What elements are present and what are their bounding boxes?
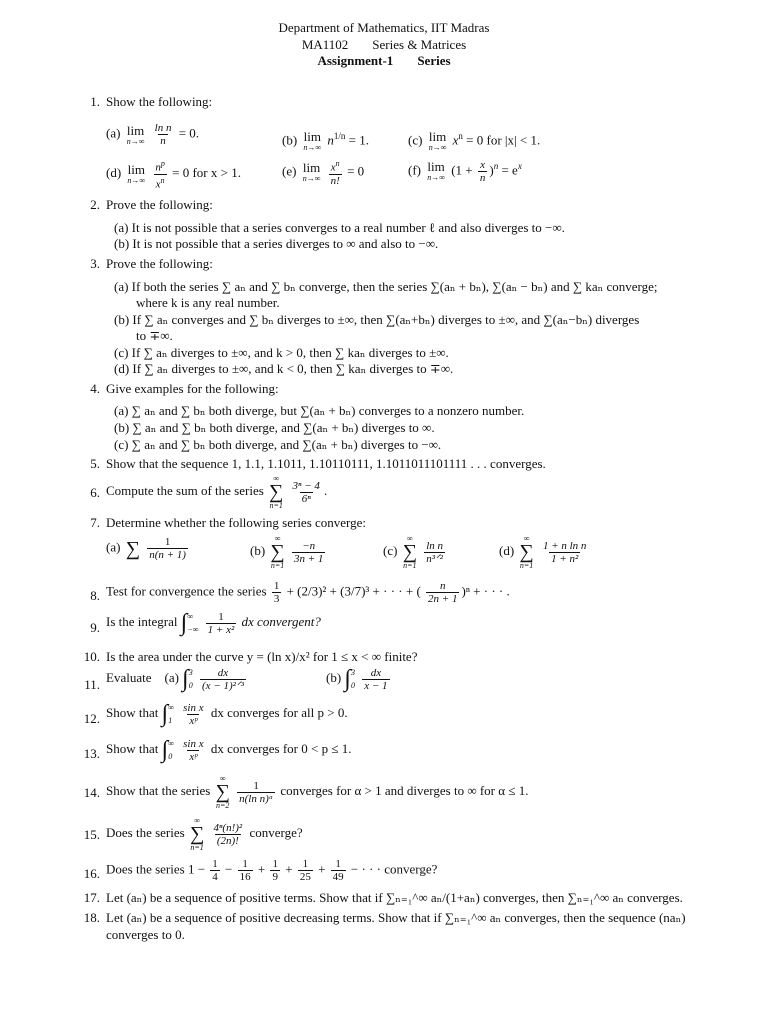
q15-number: 15. — [83, 827, 100, 842]
q7-part-a — [106, 536, 190, 561]
q1-f-frac — [478, 159, 488, 184]
sum-upper: ∞ — [274, 534, 281, 543]
q7-c-den: n³ᐟ² — [426, 552, 443, 565]
q1-d-lim — [127, 163, 145, 185]
sum-lower: n=1 — [270, 561, 285, 570]
q1-e-den: n! — [330, 174, 340, 187]
frac-den: 16 — [239, 871, 251, 883]
q1-part-b — [282, 128, 369, 152]
q13-den: xᵖ — [189, 750, 198, 763]
q1-e-num: x — [330, 161, 336, 174]
course-code: MA1102 — [301, 37, 349, 52]
q11-text: Evaluate — [106, 669, 152, 685]
q7-c-frac — [424, 540, 445, 565]
q6-line — [106, 474, 327, 510]
q1-a-label: (a) — [106, 125, 121, 141]
q9-text: Is the integral — [106, 613, 178, 629]
lim-sub: n→∞ — [427, 173, 445, 183]
q18-text: Let (aₙ) be a sequence of positive decreasing terms. Show that if ∑ₙ₌₁^∞ aₙ converges, then the sequence (naₙ) — [106, 910, 686, 925]
frac-den: 49 — [332, 871, 344, 883]
q1-number: 1. — [90, 94, 100, 109]
q5-number: 5. — [90, 456, 100, 471]
sigma-icon: ∑ — [189, 823, 205, 845]
q1-c-sup: n — [458, 131, 463, 141]
q1-a-den: n — [160, 135, 166, 147]
q3-part-d: (d) If ∑ aₙ diverges to ±∞, and k < 0, then ∑ kaₙ diverges to ∓∞. — [114, 361, 454, 376]
q8-middle-terms: + (2/3)² + (3/7)³ + · · · + ( — [286, 583, 421, 599]
assignment-topic: Series — [417, 53, 451, 68]
q8-line — [106, 580, 510, 605]
sum-upper: ∞ — [523, 534, 530, 543]
q3-part-c: (c) If ∑ aₙ diverges to ±∞, and k > 0, then ∑ kaₙ diverges to ±∞. — [114, 345, 449, 360]
q16-text: Does the series 1 − — [106, 861, 206, 877]
q13-text: Show that — [106, 740, 159, 756]
lower-limit: 1 — [168, 716, 173, 725]
sum-lower: n=2 — [216, 801, 230, 810]
q7-b-frac — [292, 540, 325, 565]
q3-text: Prove the following: — [106, 256, 213, 271]
q11-b-den: x − 1 — [364, 679, 388, 692]
q16-frac-3 — [270, 858, 280, 883]
frac-num: 1 — [212, 858, 218, 870]
q12-number: 12. — [83, 711, 100, 726]
lim-word: lim — [302, 160, 321, 176]
lim-sub: n→∞ — [126, 136, 145, 146]
q7-b-den: 3n + 1 — [293, 552, 324, 565]
upper-limit: ∞ — [168, 739, 174, 748]
q1-part-a — [106, 122, 199, 147]
q7-d-label: (d) — [499, 542, 515, 558]
q9-line — [106, 610, 321, 636]
q1-b-label: (b) — [282, 132, 298, 148]
sum-upper: ∞ — [219, 774, 226, 783]
q1-f-label: (f) — [408, 162, 421, 178]
q7-d-sum — [519, 534, 533, 570]
q13-line — [106, 737, 351, 763]
q9-tail: dx convergent? — [241, 613, 321, 629]
q1-f-lim — [427, 160, 445, 182]
q7-a-label: (a) — [106, 539, 121, 555]
q8-text: Test for convergence the series — [106, 583, 267, 599]
sum-lower: n=1 — [519, 561, 534, 570]
upper-limit: ∞ — [168, 703, 174, 712]
lim-word: lim — [428, 129, 447, 145]
q14-line — [106, 774, 528, 810]
q7-c-num: ln n — [426, 539, 444, 552]
frac-num: 1 — [302, 858, 309, 870]
q1-part-e — [282, 158, 364, 187]
q12-frac — [181, 702, 205, 727]
q1-e-rhs: = 0 — [347, 163, 365, 179]
q1-d-den-sup: n — [160, 175, 165, 185]
lim-word: lim — [126, 122, 145, 138]
q1-c-label: (c) — [408, 132, 423, 148]
sum-upper: ∞ — [273, 474, 280, 483]
q1-b-lim — [303, 130, 321, 152]
q1-part-f — [408, 158, 522, 184]
frac-num: 1 — [272, 858, 278, 870]
q11-b-num: dx — [370, 666, 382, 679]
lim-word: lim — [127, 162, 145, 178]
q1-a-rhs: = 0. — [178, 125, 200, 141]
q3-number: 3. — [90, 256, 100, 271]
q1-d-den: x — [155, 178, 161, 191]
integral-icon: ∫ — [344, 666, 351, 692]
q1-f-num: x — [480, 158, 486, 171]
q11-a-num: dx — [217, 666, 229, 679]
q16-frac-1 — [210, 858, 220, 883]
q1-f-sup: n — [493, 161, 499, 171]
q14-den: n(ln n)ᵅ — [239, 792, 274, 805]
course-title: Series & Matrices — [372, 37, 467, 52]
q13-tail: dx converges for 0 < p ≤ 1. — [210, 740, 352, 756]
q1-a-lim — [127, 124, 145, 146]
lower-limit: 0 — [188, 681, 193, 690]
q15-line — [106, 816, 303, 852]
q7-d-den: 1 + n² — [551, 552, 579, 565]
q18-number: 18. — [83, 910, 100, 925]
q16-number: 16. — [83, 866, 100, 881]
integral-icon: ∫ — [161, 701, 169, 727]
q7-part-b — [250, 534, 327, 570]
q1-f-open: (1 + — [451, 162, 473, 178]
q1-e-label: (e) — [282, 163, 297, 179]
q5-text: Show that the sequence 1, 1.1, 1.1011, 1.10110111, 1.1011011101111 . . . converges. — [106, 456, 546, 471]
q3-part-b-line2: to ∓∞. — [136, 328, 173, 343]
department-title: Department of Mathematics, IIT Madras — [278, 20, 490, 35]
q9-den: 1 + x² — [207, 623, 235, 636]
q12-den: xᵖ — [189, 714, 198, 727]
q1-part-c — [408, 128, 540, 152]
q12-num: sin x — [183, 701, 204, 714]
sigma-icon: ∑ — [269, 481, 284, 503]
lim-word: lim — [427, 159, 445, 175]
sum-lower: n=1 — [403, 561, 417, 570]
q10-text: Is the area under the curve y = (ln x)/x² for 1 ≤ x < ∞ finite? — [106, 649, 418, 664]
q7-a-frac — [147, 536, 188, 561]
q6-den: 6ⁿ — [301, 492, 311, 505]
lim-sub: n→∞ — [302, 174, 321, 184]
q10-number: 10. — [83, 649, 100, 664]
q4-part-a: (a) ∑ aₙ and ∑ bₙ both diverge, but ∑(aₙ + bₙ) converges to a nonzero number. — [114, 403, 525, 418]
q1-a-num: ln n — [154, 122, 172, 134]
q14-frac — [237, 780, 275, 805]
frac-den: 25 — [299, 871, 311, 883]
q2-part-a: (a) It is not possible that a series converges to a real number ℓ and also diverges to −∞. — [114, 220, 565, 235]
q6-sum — [269, 474, 283, 510]
q1-d-label: (d) — [106, 165, 122, 181]
sum-lower: n=1 — [269, 501, 283, 510]
q6-end: . — [323, 482, 328, 498]
frac-den: 4 — [212, 871, 218, 883]
q2-part-b: (b) It is not possible that a series diverges to ∞ and also to −∞. — [114, 236, 439, 251]
q8-tail: )ⁿ + · · · . — [461, 583, 510, 599]
q4-part-b: (b) ∑ aₙ and ∑ bₙ both diverge, and ∑(aₙ + bₙ) diverges to ∞. — [114, 420, 435, 435]
q16-tail: − · · · converge? — [350, 861, 438, 877]
sigma-icon: ∑ — [215, 781, 230, 803]
q11-number: 11. — [84, 677, 100, 692]
sigma-icon: ∑ — [402, 541, 417, 563]
q7-b-num: −n — [302, 539, 316, 552]
q18-text-line2: converges to 0. — [106, 927, 185, 942]
q1-d-rhs: = 0 for x > 1. — [172, 165, 241, 181]
q7-part-c — [383, 534, 447, 570]
q1-b-expr: n — [327, 132, 334, 148]
q12-text: Show that — [106, 704, 159, 720]
q8-tn-den: 2n + 1 — [428, 593, 458, 605]
q1-part-d — [106, 158, 241, 190]
q9-frac — [206, 611, 237, 636]
q8-tn-num: n — [440, 580, 446, 592]
frac-num: 1 — [242, 858, 248, 870]
q1-e-frac — [329, 158, 342, 187]
q1-d-num-sup: p — [160, 159, 165, 168]
assignment-label: Assignment-1 — [317, 53, 394, 68]
q7-part-d — [499, 534, 590, 570]
sigma-icon: ∑ — [125, 537, 140, 560]
q6-frac — [291, 480, 322, 505]
q6-text: Compute the sum of the series — [106, 482, 264, 498]
lim-sub: n→∞ — [303, 143, 322, 153]
q1-f-rhs-sup: x — [517, 161, 522, 171]
sigma-icon: ∑ — [519, 541, 534, 563]
q15-frac — [211, 822, 244, 847]
q1-c-expr: x — [452, 132, 459, 148]
q7-text: Determine whether the following series converge: — [106, 515, 367, 530]
q1-f-close: ) — [489, 162, 494, 178]
q7-b-label: (b) — [250, 542, 266, 558]
q1-f-rhs: = e — [501, 162, 518, 178]
q12-tail: dx converges for all p > 0. — [210, 704, 348, 720]
q8-number: 8. — [90, 588, 100, 603]
q14-tail: converges for α > 1 and diverges to ∞ for α ≤ 1. — [280, 782, 529, 798]
q14-text: Show that the series — [106, 782, 211, 798]
integral-icon: ∫ — [182, 666, 189, 692]
q11-a-label: (a) — [164, 669, 179, 685]
q1-c-rhs: = 0 for |x| < 1. — [466, 132, 541, 148]
q16-line: Does the series 1 − $\frac{1}{4}$ − $\frac{1}{16}$ + $\frac{1}{9}$ + $\frac{1}{25}$ + $\frac{1}{49}$ − · · · converge? — [106, 858, 438, 883]
q15-sum — [190, 816, 204, 852]
q12-limits — [168, 701, 174, 727]
q3-part-b-line1: (b) If ∑ aₙ converges and ∑ bₙ diverges to ±∞, then ∑(aₙ+bₙ) diverges to ±∞, and ∑(aₙ−bₙ) diverges — [114, 312, 640, 327]
q11-b-limits — [351, 666, 355, 692]
q7-b-sum — [270, 534, 284, 570]
q6-number: 6. — [90, 485, 100, 500]
upper-limit: 3 — [351, 668, 355, 677]
q2-number: 2. — [90, 197, 100, 212]
q11-b-label: (b) — [326, 669, 342, 685]
q4-text: Give examples for the following: — [106, 381, 279, 396]
q7-number: 7. — [90, 515, 100, 530]
q8-tn-frac — [426, 580, 459, 605]
q12-line — [106, 701, 348, 727]
q7-a-den: n(n + 1) — [149, 549, 186, 561]
q16-frac-5 — [331, 858, 346, 883]
q16-frac-4 — [298, 858, 313, 883]
q11-line — [106, 666, 248, 692]
q7-a-num: 1 — [164, 536, 171, 548]
q14-number: 14. — [83, 785, 100, 800]
sum-upper: ∞ — [194, 816, 200, 825]
q4-part-c: (c) ∑ aₙ and ∑ bₙ both diverge, and ∑(aₙ + bₙ) diverges to −∞. — [114, 437, 442, 452]
q13-frac — [181, 738, 205, 763]
q11-a-frac — [200, 667, 246, 692]
q2-text: Prove the following: — [106, 197, 213, 212]
q7-d-frac — [541, 540, 588, 565]
upper-limit: ∞ — [187, 612, 194, 621]
q1-e-lim — [303, 161, 321, 183]
sum-upper: ∞ — [406, 534, 413, 543]
q15-num: 4ⁿ(n!)² — [213, 821, 243, 834]
q15-den: (2n)! — [216, 834, 239, 847]
integral-icon: ∫ — [161, 737, 169, 763]
q3-part-a-line2: where k is any real number. — [136, 295, 280, 310]
q1-d-frac — [153, 158, 167, 190]
q14-num: 1 — [253, 779, 259, 792]
q13-num: sin x — [183, 737, 204, 750]
lim-sub: n→∞ — [127, 176, 146, 186]
q11-b-frac — [362, 667, 389, 692]
q1-f-den: n — [479, 171, 486, 184]
frac-den: 9 — [272, 871, 278, 883]
q1-e-num-sup: n — [335, 159, 340, 168]
q1-b-sup: 1/n — [333, 131, 346, 141]
q3-part-a-line1: (a) If both the series ∑ aₙ and ∑ bₙ converge, then the series ∑(aₙ + bₙ), ∑(aₙ − bₙ) and ∑ kaₙ converge; — [114, 279, 658, 294]
upper-limit: 3 — [188, 668, 193, 677]
q4-number: 4. — [90, 381, 100, 396]
q8-t1-frac — [272, 580, 282, 605]
q16-frac-2 — [238, 858, 253, 883]
q1-b-rhs: = 1. — [348, 132, 369, 148]
q15-tail: converge? — [249, 824, 303, 840]
q1-a-frac — [153, 122, 174, 147]
q1-d-num: n — [155, 161, 161, 174]
lower-limit: 0 — [168, 752, 173, 761]
q7-c-label: (c) — [383, 542, 398, 558]
lim-sub: n→∞ — [428, 143, 447, 153]
q17-number: 17. — [83, 890, 100, 905]
q15-text: Does the series — [106, 824, 185, 840]
q7-c-sum — [403, 534, 417, 570]
lower-limit: −∞ — [187, 625, 199, 634]
q6-num: 3ⁿ − 4 — [292, 479, 320, 492]
q11-a-den: (x − 1)²ᐟ³ — [202, 679, 244, 692]
q1-text: Show the following: — [106, 94, 213, 109]
q8-t1-num: 1 — [273, 580, 280, 592]
lower-limit: 0 — [351, 681, 355, 690]
q11-a-limits — [189, 666, 193, 692]
q7-d-num: 1 + n ln n — [542, 539, 587, 552]
frac-num: 1 — [335, 858, 341, 870]
q9-num: 1 — [218, 610, 224, 623]
lim-word: lim — [303, 129, 321, 145]
assignment-line — [0, 53, 768, 69]
q8-t1-den: 3 — [273, 593, 280, 605]
q17-text: Let (aₙ) be a sequence of positive terms. Show that if ∑ₙ₌₁^∞ aₙ/(1+aₙ) converges, then ∑ₙ₌₁^∞ aₙ converges. — [106, 890, 683, 905]
q13-number: 13. — [83, 746, 100, 761]
q9-number: 9. — [90, 620, 100, 635]
q11-part-b — [326, 666, 392, 692]
sum-lower: n=1 — [190, 843, 204, 852]
q1-c-lim — [429, 130, 447, 152]
q13-limits — [168, 737, 174, 763]
sigma-icon: ∑ — [270, 541, 285, 563]
q7-a-sum — [125, 537, 140, 560]
q9-limits — [187, 610, 198, 636]
course-line — [0, 37, 768, 53]
integral-icon: ∫ — [180, 610, 188, 636]
q14-sum — [216, 774, 230, 810]
